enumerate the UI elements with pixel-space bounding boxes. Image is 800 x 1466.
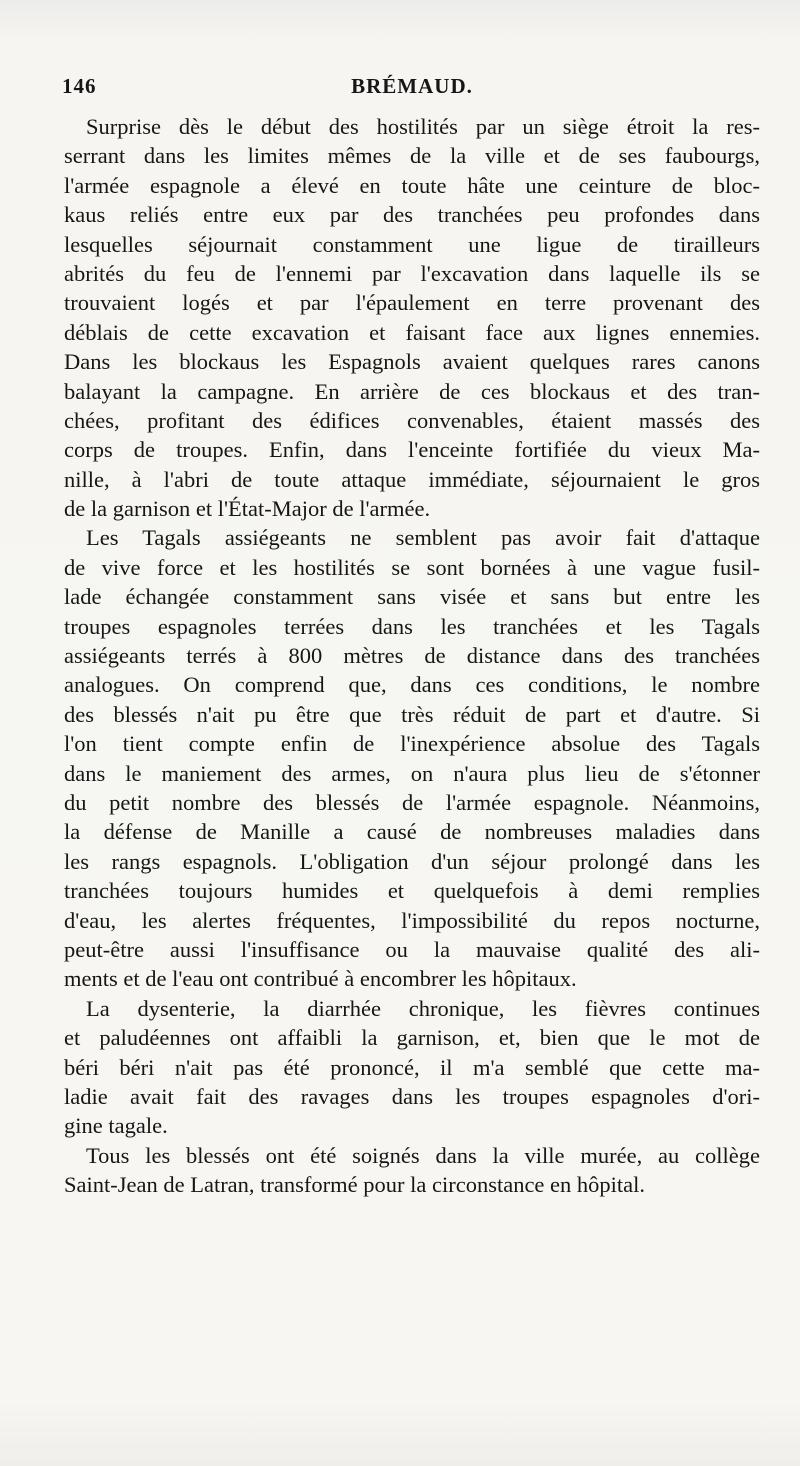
paragraph: [64, 112, 760, 523]
text-line: trouvaient logés et par l'épaulement en terre provenant des: [64, 290, 760, 316]
text-line: ladie avait fait des ravages dans les troupes espagnoles d'ori-: [64, 1083, 760, 1109]
text-line: l'armée espagnole a élevé en toute hâte une ceinture de bloc-: [64, 172, 760, 198]
text-line: analogues. On comprend que, dans ces conditions, le nombre: [64, 672, 760, 698]
text-line: tranchées toujours humides et quelquefois à demi remplies: [64, 878, 760, 904]
text-line: de vive force et les hostilités se sont bornées à une vague fusil-: [64, 554, 760, 580]
text-line: l'on tient compte enfin de l'inexpérience absolue des Tagals: [64, 731, 760, 757]
text-line: du petit nombre des blessés de l'armée espagnole. Néanmoins,: [64, 789, 760, 815]
text-line: Saint-Jean de Latran, transformé pour la circonstance en hôpital.: [64, 1172, 646, 1198]
page-number: 146: [62, 74, 97, 98]
text-line: dans le maniement des armes, on n'aura plus lieu de s'étonner: [64, 760, 760, 786]
text-line: peut-être aussi l'insuffisance ou la mauvaise qualité des ali-: [64, 936, 760, 962]
text-line: serrant dans les limites mêmes de la ville et de ses faubourgs,: [64, 143, 760, 169]
text-line: nille, à l'abri de toute attaque immédiate, séjournaient le gros: [64, 466, 760, 492]
text-line: Tous les blessés ont été soignés dans la ville murée, au collège: [86, 1142, 760, 1168]
text-line: d'eau, les alertes fréquentes, l'impossibilité du repos nocturne,: [64, 907, 760, 933]
text-line: La dysenterie, la diarrhée chronique, les fièvres continues: [86, 995, 760, 1021]
paragraph: [64, 994, 760, 1141]
text-line: déblais de cette excavation et faisant face aux lignes ennemies.: [64, 319, 760, 345]
text-line: gine tagale.: [64, 1113, 168, 1139]
text-line: assiégeants terrés à 800 mètres de distance dans des tranchées: [64, 643, 760, 669]
text-line: ments et de l'eau ont contribué à encombrer les hôpitaux.: [64, 966, 577, 992]
running-title: BRÉMAUD.: [351, 74, 473, 98]
text-line: la défense de Manille a causé de nombreuses maladies dans: [64, 819, 760, 845]
body-text: [64, 112, 760, 1199]
text-line: balayant la campagne. En arrière de ces blockaus et des tran-: [64, 378, 760, 404]
text-line: Dans les blockaus les Espagnols avaient quelques rares canons: [64, 349, 760, 375]
running-head: [62, 74, 762, 104]
text-line: et paludéennes ont affaibli la garnison, et, bien que le mot de: [64, 1025, 760, 1051]
text-line: les rangs espagnols. L'obligation d'un séjour prolongé dans les: [64, 848, 760, 874]
paragraph: [64, 523, 760, 993]
text-line: abrités du feu de l'ennemi par l'excavation dans laquelle ils se: [64, 260, 760, 286]
paragraph: [64, 1141, 760, 1200]
text-line: lade échangée constamment sans visée et sans but entre les: [64, 584, 760, 610]
text-line: corps de troupes. Enfin, dans l'enceinte fortifiée du vieux Ma-: [64, 437, 760, 463]
text-line: des blessés n'ait pu être que très réduit de part et d'autre. Si: [64, 701, 760, 727]
text-line: béri béri n'ait pas été prononcé, il m'a semblé que cette ma-: [64, 1054, 760, 1080]
text-line: de la garnison et l'État-Major de l'armée.: [64, 496, 431, 522]
text-line: lesquelles séjournait constamment une ligue de tirailleurs: [64, 231, 760, 257]
text-line: Les Tagals assiégeants ne semblent pas avoir fait d'attaque: [86, 525, 760, 551]
text-line: troupes espagnoles terrées dans les tranchées et les Tagals: [64, 613, 760, 639]
text-line: Surprise dès le début des hostilités par un siège étroit la res-: [86, 114, 760, 139]
text-line: kaus reliés entre eux par des tranchées peu profondes dans: [64, 202, 760, 228]
text-line: chées, profitant des édifices convenables, étaient massés des: [64, 407, 760, 433]
